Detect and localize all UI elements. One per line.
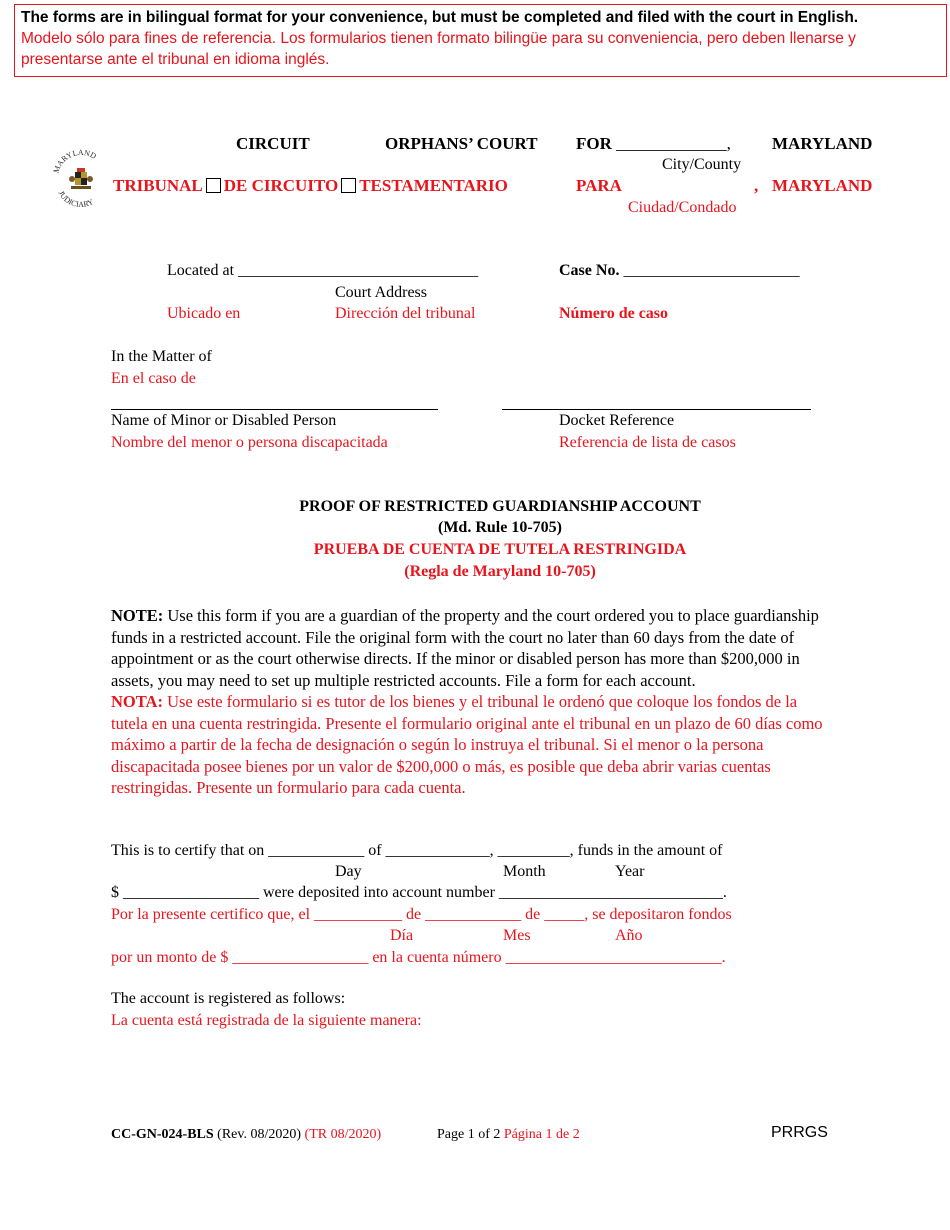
- note-section: [111, 605, 836, 799]
- note-spanish: NOTA: Use este formulario si es tutor de los bienes y el tribunal le ordenó que coloque los fondos de la tutela en una cuenta restringida. Presente el formulario original ante el tribunal en un plazo de 60 días como máximo a partir de la fecha de designación o según lo instruya el tribunal. Si el menor o la persona discapacitada posee bienes por un valor de $200,000 o más, es posible que deba abrir varias cuentas restringidas. Presente un formulario para cada cuenta.: [111, 692, 823, 797]
- docket-reference-caption-es: Referencia de lista de casos: [559, 434, 736, 451]
- city-county-blank[interactable]: _____________,: [616, 134, 731, 153]
- form-title: PROOF OF RESTRICTED GUARDIANSHIP ACCOUNT: [299, 498, 701, 515]
- footer-page-info: [437, 1127, 580, 1143]
- court-address-blank[interactable]: ______________________________: [238, 262, 479, 279]
- comma: ,: [754, 176, 759, 195]
- form-title-es: PRUEBA DE CUENTA DE TUTELA RESTRINGIDA: [313, 541, 687, 558]
- form-code: PRRGS: [771, 1124, 828, 1141]
- seal-text-bottom: JUDICIARY: [56, 189, 96, 208]
- notice-english: The forms are in bilingual format for your convenience, but must be completed and filed with the court in English.: [21, 9, 859, 26]
- direccion-caption: Dirección del tribunal: [335, 305, 476, 322]
- certify-line-1-es[interactable]: Por la presente certifico que, el ___________ de ____________ de _____, se depositaron fondos: [111, 906, 732, 923]
- orphans-court-label: ORPHANS’ COURT: [385, 134, 538, 153]
- month-caption: Month: [503, 863, 546, 880]
- ubicado-en-label: Ubicado en: [167, 305, 241, 322]
- form-rule-es: (Regla de Maryland 10-705): [404, 563, 596, 580]
- page-number-es: Página 1 de 2: [503, 1127, 580, 1142]
- seal-text-top: MARYLAND: [51, 147, 98, 175]
- court-address-caption: Court Address: [335, 284, 427, 301]
- para-label: PARA: [576, 176, 622, 195]
- certify-line-1[interactable]: This is to certify that on ____________ of _____________, _________, funds in the amount of: [111, 842, 723, 859]
- circuit-label: CIRCUIT: [236, 134, 310, 153]
- orphans-court-checkbox[interactable]: [341, 178, 356, 193]
- certify-line-2[interactable]: $ _________________ were deposited into account number ____________________________.: [111, 884, 727, 901]
- notice-spanish: Modelo sólo para fines de referencia. Los formularios tienen formato bilingüe para su conveniencia, pero deben llenarse y presentarse ante el tribunal en idioma inglés.: [21, 30, 856, 68]
- city-county-caption: City/County: [662, 156, 742, 173]
- case-number-blank[interactable]: ______________________: [623, 262, 800, 279]
- in-the-matter-label: In the Matter of: [111, 348, 212, 365]
- maryland-label-es: MARYLAND: [772, 176, 873, 195]
- for-label: FOR _____________,: [576, 134, 731, 153]
- registered-label: The account is registered as follows:: [111, 990, 346, 1007]
- form-rule: (Md. Rule 10-705): [438, 519, 562, 536]
- docket-reference-line[interactable]: [502, 409, 811, 410]
- registered-label-es: La cuenta está registrada de la siguiente manera:: [111, 1012, 422, 1029]
- name-of-minor-caption: Name of Minor or Disabled Person: [111, 412, 337, 429]
- mes-caption: Mes: [503, 927, 531, 944]
- svg-text:MARYLAND: [52, 148, 98, 174]
- form-id: CC-GN-024-BLS: [111, 1127, 214, 1142]
- docket-reference-caption: Docket Reference: [559, 412, 675, 429]
- en-el-caso-label: En el caso de: [111, 370, 196, 387]
- page-number: Page 1 of 2: [437, 1127, 501, 1142]
- note-english: NOTE: Use this form if you are a guardian of the property and the court ordered you to place guardianship funds in a restricted account. File the original form with the court no later than 60 days from the date of appointment or as the court otherwise directs. If the minor or disabled person has more than $200,000 in assets, you may need to set up multiple restricted accounts. File a form for each account.: [111, 606, 819, 690]
- ciudad-condado-caption: Ciudad/Condado: [628, 199, 737, 216]
- certify-line-2-es[interactable]: por un monto de $ _________________ en la cuenta número ___________________________.: [111, 949, 726, 966]
- bilingual-notice-banner: [14, 4, 947, 77]
- form-revision: (Rev. 08/2020): [213, 1127, 305, 1142]
- numero-caso-label: Número de caso: [559, 305, 669, 322]
- year-caption: Year: [615, 863, 645, 880]
- form-translation-rev: (TR 08/2020): [304, 1127, 382, 1142]
- tribunal-label: TRIBUNAL DE CIRCUITO TESTAMENTARIO: [113, 176, 508, 195]
- maryland-judiciary-seal-icon: [48, 142, 114, 208]
- footer-form-info: [111, 1127, 381, 1143]
- circuit-checkbox[interactable]: [206, 178, 221, 193]
- anio-caption: Año: [615, 927, 643, 944]
- located-at-label: Located at ______________________________: [167, 262, 479, 279]
- name-of-minor-caption-es: Nombre del menor o persona discapacitada: [111, 434, 388, 451]
- name-of-minor-line[interactable]: [111, 409, 438, 410]
- svg-text:JUDICIARY: [57, 189, 96, 208]
- case-no-label: Case No. ______________________: [559, 262, 800, 279]
- maryland-label: MARYLAND: [772, 134, 873, 153]
- day-caption: Day: [335, 863, 362, 880]
- dia-caption: Día: [390, 927, 414, 944]
